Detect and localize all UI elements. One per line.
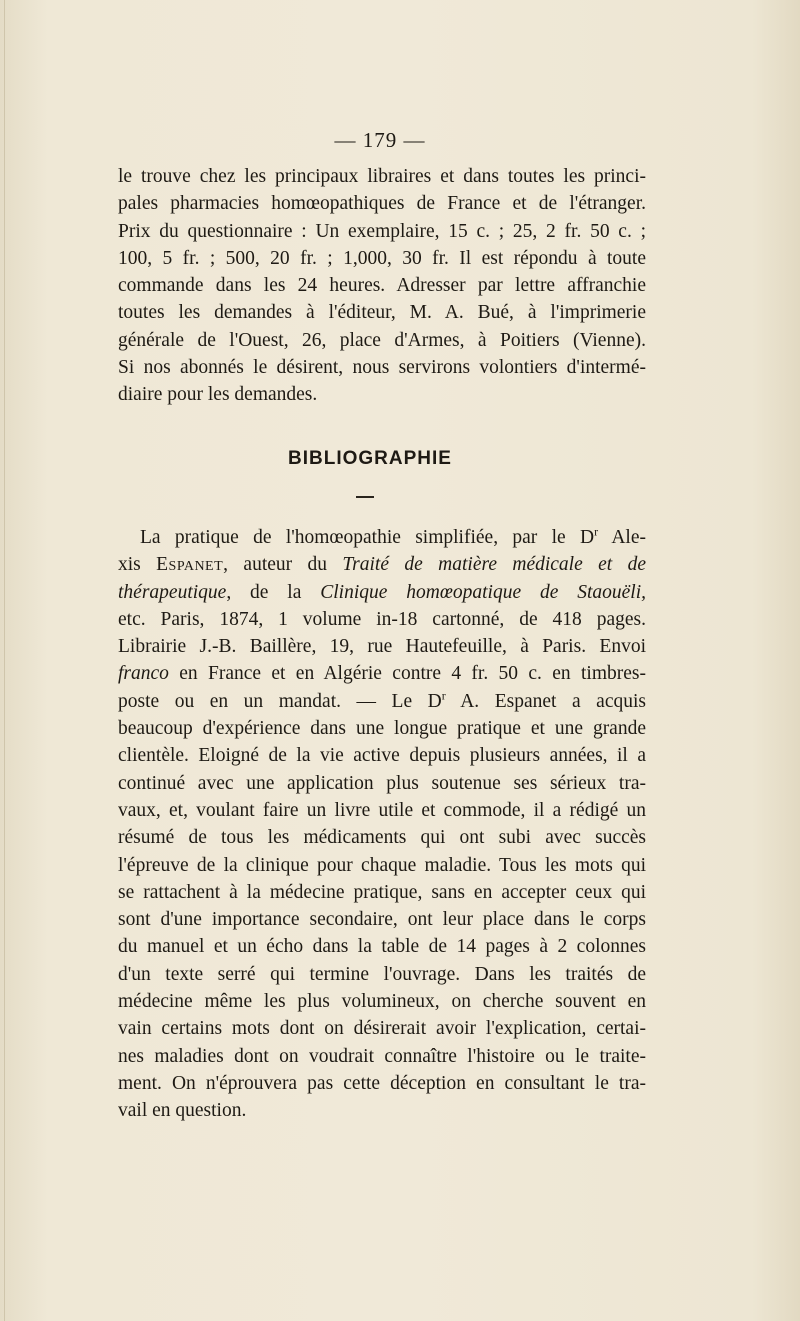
text-line: 100, 5 fr. ; 500, 20 fr. ; 1,000, 30 fr. Il est répondu à toute xyxy=(118,247,646,269)
text-line: résumé de tous les médicaments qui ont subi avec succès xyxy=(118,827,646,849)
author-name: Espanet xyxy=(156,554,224,576)
paragraph-book-review xyxy=(118,524,646,1125)
text-run: poste ou en un mandat. — Le D xyxy=(118,690,442,712)
text-run: en France et en Algérie contre 4 fr. 50 c. en timbres- xyxy=(168,663,646,685)
text-run: , auteur du xyxy=(223,554,343,576)
superscript: r xyxy=(441,688,446,703)
text-line: pales pharmacies homœopathiques de France et de l'étranger. xyxy=(118,193,646,215)
text-line: clientèle. Eloigné de la vie active depuis plusieurs années, il a xyxy=(118,745,646,767)
text-line: Prix du questionnaire : Un exemplaire, 15 c. ; 25, 2 fr. 50 c. ; xyxy=(118,220,646,242)
text-line: vail en question. xyxy=(118,1100,247,1122)
text-line xyxy=(118,688,646,715)
text-line: Librairie J.-B. Baillère, 19, rue Hautefeuille, à Paris. Envoi xyxy=(118,636,646,658)
text-line: vain certains mots dont on désirerait avoir l'explication, certai- xyxy=(118,1018,646,1040)
text-run: xis xyxy=(118,554,157,576)
text-line: commande dans les 24 heures. Adresser par lettre affranchie xyxy=(118,275,646,297)
text-line: nes maladies dont on voudrait connaître l'histoire ou le traite- xyxy=(118,1045,646,1067)
text-line: etc. Paris, 1874, 1 volume in-18 cartonné, de 418 pages. xyxy=(118,608,646,630)
text-line: beaucoup d'expérience dans une longue pratique et une grande xyxy=(118,718,646,740)
text-line: le trouve chez les principaux libraires et dans toutes les princi- xyxy=(118,166,646,187)
text-line: toutes les demandes à l'éditeur, M. A. Bué, à l'imprimerie xyxy=(118,302,646,324)
text-line: d'un texte serré qui termine l'ouvrage. Dans les traités de xyxy=(118,963,646,985)
paragraph-ordering-info xyxy=(118,163,646,409)
book-title: Traité de matière médicale et de xyxy=(342,554,646,576)
book-title: thérapeutique xyxy=(118,581,227,603)
page-edge xyxy=(4,0,5,1321)
text-line: du manuel et un écho dans la table de 14 pages à 2 colonnes xyxy=(118,936,646,958)
text-line xyxy=(118,551,646,578)
page-number: — 179 — xyxy=(334,128,426,152)
text-line: générale de l'Ouest, 26, place d'Armes, à Poitiers (Vienne). xyxy=(118,329,646,351)
text-run: A. Espanet a acquis xyxy=(445,690,646,712)
section-heading: BIBLIOGRAPHIE xyxy=(288,448,452,469)
text-line: se rattachent à la médecine pratique, sans en accepter ceux qui xyxy=(118,881,646,903)
text-line xyxy=(118,660,646,687)
text-line: sont d'une importance secondaire, ont leur place dans le corps xyxy=(118,909,646,931)
text-line: diaire pour les demandes. xyxy=(118,384,318,406)
italic-word: franco xyxy=(118,663,169,685)
text-run: La pratique de l'homœopathie simplifiée, par le D xyxy=(140,527,595,548)
text-line: continué avec une application plus soutenue ses sérieux tra- xyxy=(118,772,646,794)
text-line: médecine même les plus volumineux, on cherche souvent en xyxy=(118,991,646,1013)
text-line: l'épreuve de la clinique pour chaque maladie. Tous les mots qui xyxy=(118,854,646,876)
text-line xyxy=(118,524,646,551)
heading-rule xyxy=(356,496,374,498)
text-line: ment. On n'éprouvera pas cette déception en consultant le tra- xyxy=(118,1072,646,1094)
text-line: vaux, et, voulant faire un livre utile et commode, il a rédigé un xyxy=(118,799,646,821)
text-line xyxy=(118,579,646,606)
text-run: Ale- xyxy=(598,527,646,548)
text-line: Si nos abonnés le désirent, nous servirons volontiers d'intermé- xyxy=(118,357,646,379)
superscript: r xyxy=(594,524,599,539)
text-run: , de la xyxy=(226,581,321,603)
book-title: Clinique homœopatique de Staouëli, xyxy=(320,581,647,603)
